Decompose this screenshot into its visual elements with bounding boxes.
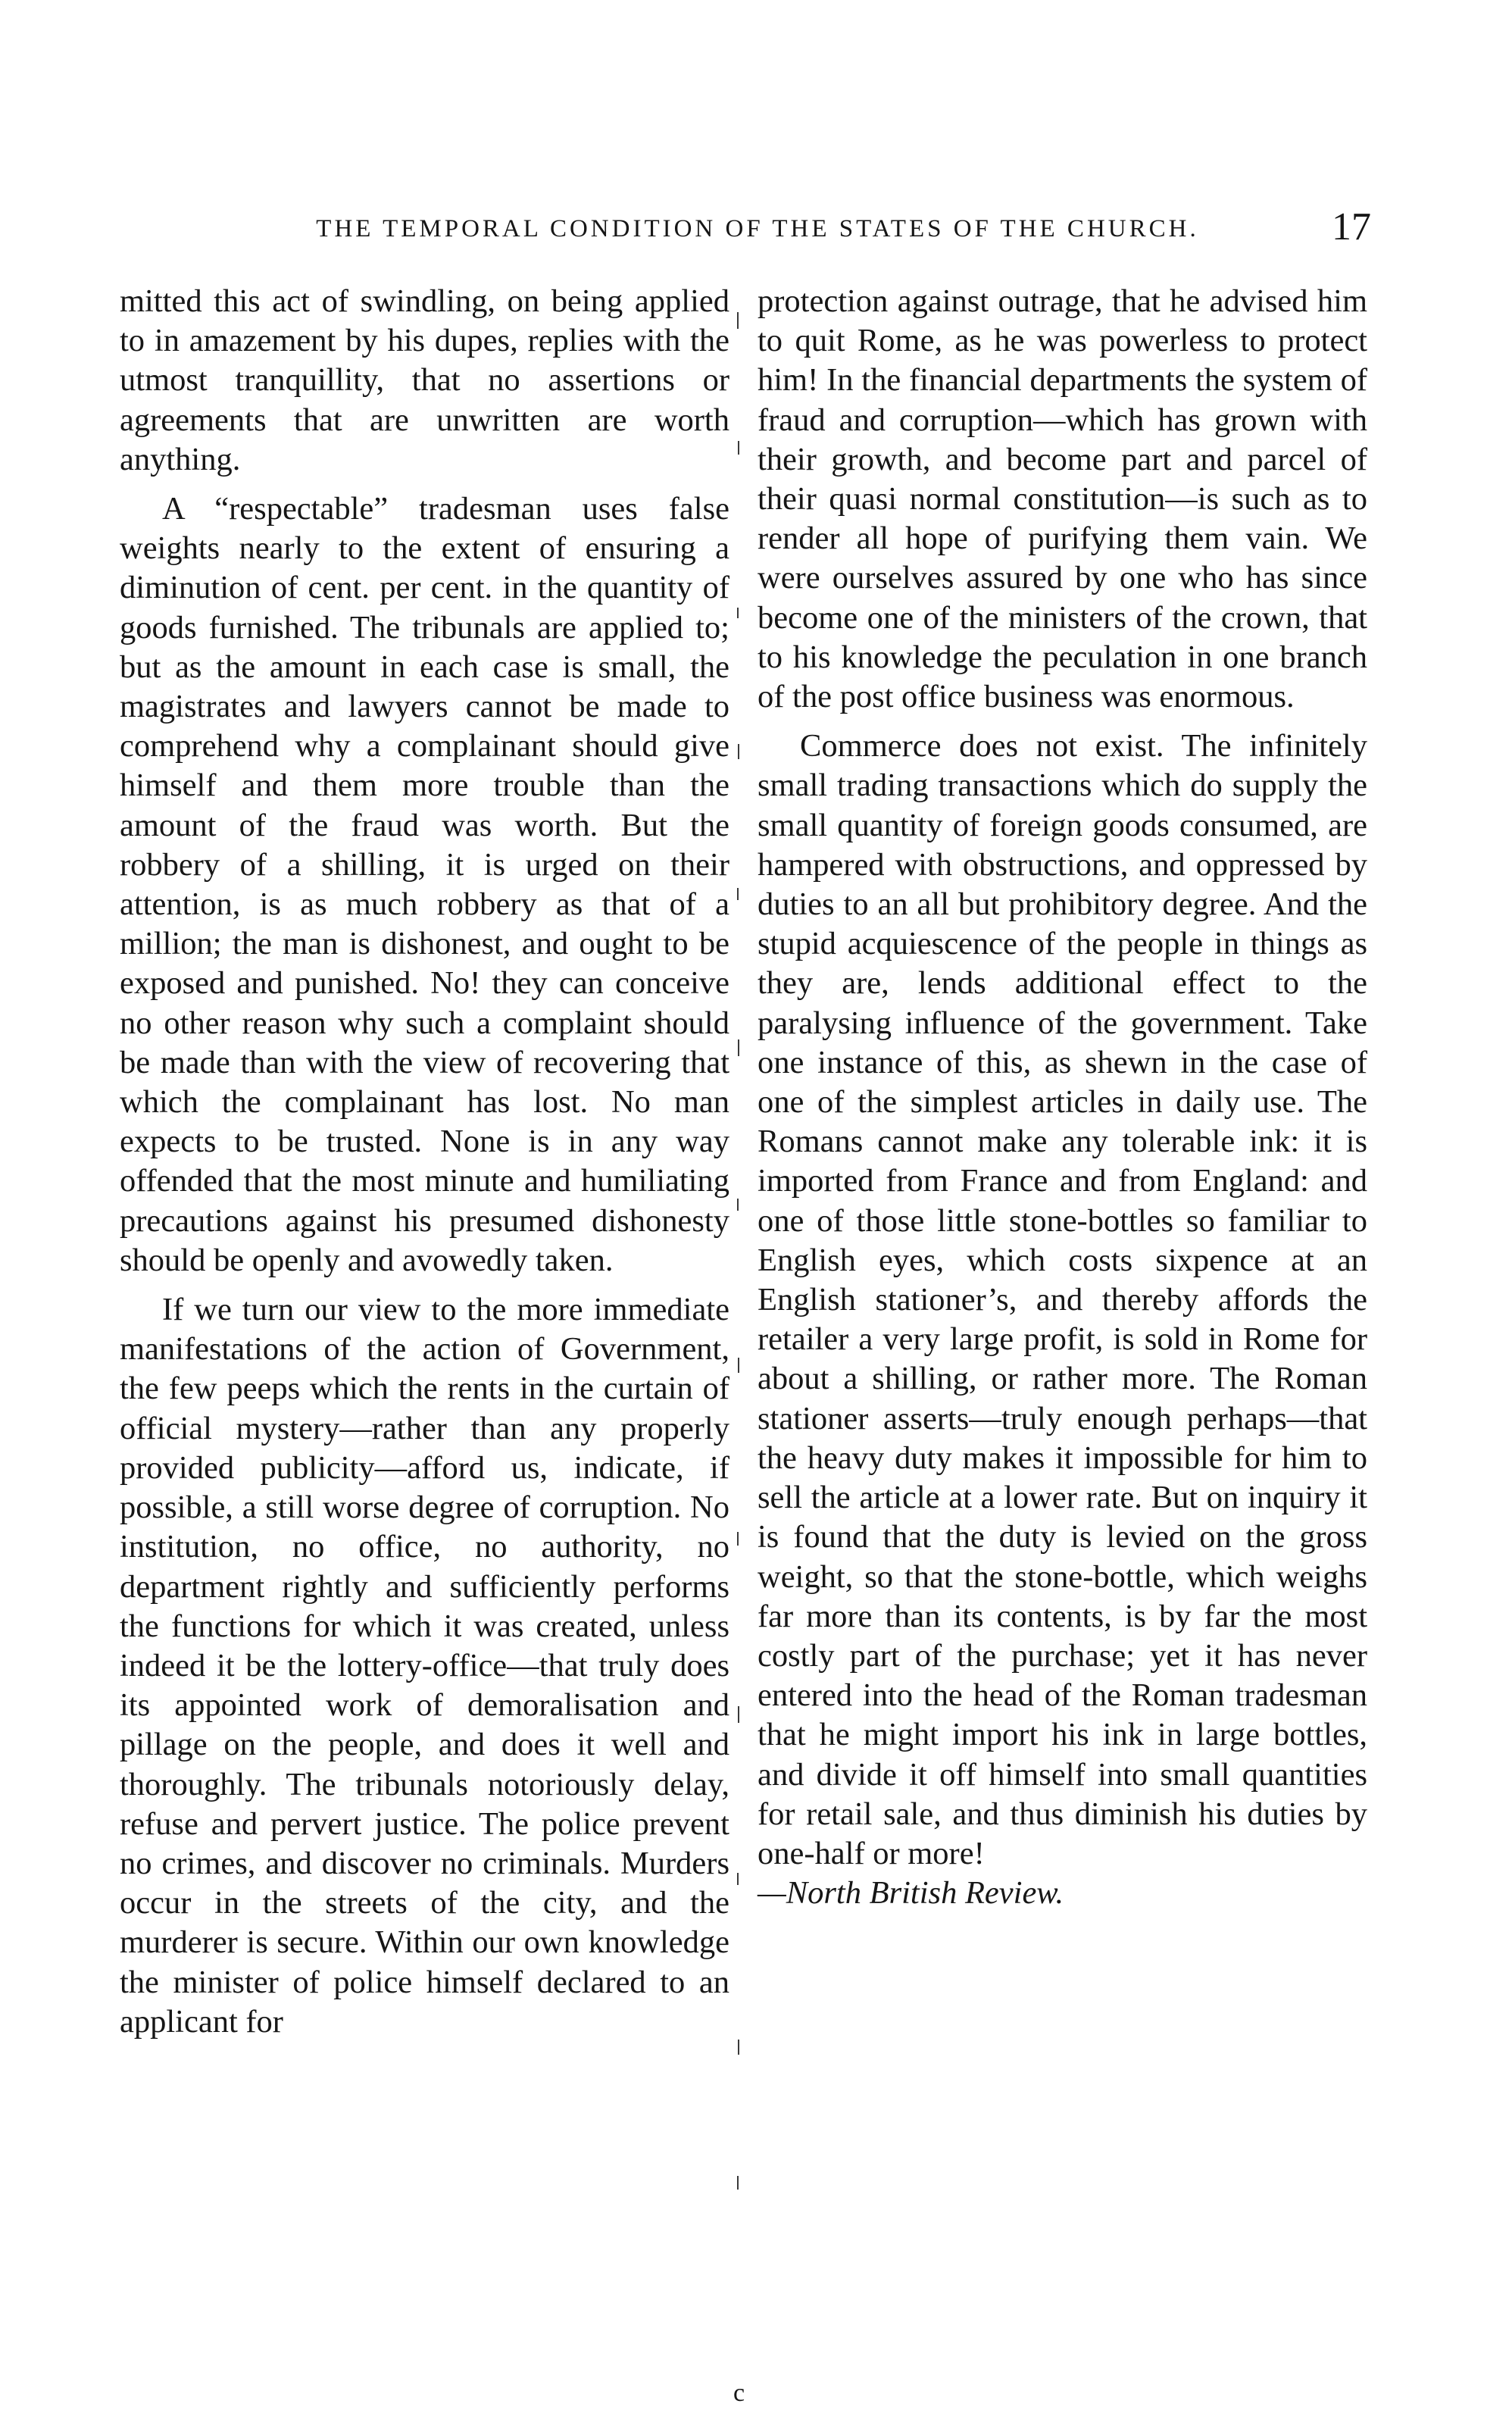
source-citation: —North British Review.	[758, 1875, 1064, 1912]
paragraph-commerce: Commerce does not exist. The infinitely small trading transactions which do supply the small quantity of foreign goods consumed, are hampered with obstructions, and oppressed by duties to an all but prohibitory degree. And the stupid acquiescence of the people in things as they are, lends additional effect to the paralysing influence of the government. Take one instance of this, as shewn in the case of one of the simplest articles in daily use. The Romans cannot make any tolerable ink: it is imported from France and from England: and one of those little stone-bottles so familiar to English eyes, which costs sixpence at an English stationer’s, and thereby affords the retailer a very large profit, is sold in Rome for about a shilling, or rather more. The Roman stationer asserts—truly enough perhaps—that the heavy duty makes it impossible for him to sell the article at a lower rate. But on inquiry it is found that the duty is levied on the gross weight, so that the stone-bottle, which weighs far more than its contents, is by far the most costly part of the purchase; yet it has never entered into the head of the Roman tradesman that he might import his ink in large bottles, and divide it off himself into small quantities for retail sale, and thus diminish his duties by one-half or more!	[758, 728, 1367, 1871]
page-header	[189, 205, 1371, 255]
right-column	[758, 282, 1367, 1913]
paragraph-continued: mitted this act of swindling, on being applied to in amazement by his dupes, replies with the utmost tranquillity, that no assertions or agreements that are unwritten are worth anything.	[120, 283, 729, 477]
column-rule	[733, 282, 744, 2221]
paragraph-protection: protection against outrage, that he advised him to quit Rome, as he was powerless to protect him! In the financial departments the system of fraud and corruption—which has grown with their growth, and become part and parcel of their quasi normal constitution—is such as to render all hope of purifying them vain. We were ourselves assured by one who has since become one of the ministers of the crown, that to his knowledge the peculation in one branch of the post office business was enormous.	[758, 283, 1367, 715]
paragraph-tradesman: A “respectable” tradesman uses false weights nearly to the extent of ensuring a diminution of cent. per cent. in the quantity of goods furnished. The tribunals are applied to; but as the amount in each case is small, the magistrates and lawyers cannot be made to comprehend why a complainant should give himself and them more trouble than the amount of the fraud was worth. But the robbery of a shilling, it is urged on their attention, is as much robbery as that of a million; the man is dishonest, and ought to be exposed and punished. No! they can conceive no other reason why such a complaint should be made than with the view of recovering that which the complainant has lost. No man expects to be trusted. None is in any way offended that the most minute and humiliating precautions against his presumed dishonesty should be openly and avowedly taken.	[120, 491, 729, 1278]
left-column	[120, 282, 729, 2042]
running-head: THE TEMPORAL CONDITION OF THE STATES OF THE CHURCH.	[316, 215, 1199, 242]
paragraph-government: If we turn our view to the more immediate manifestations of the action of Government, the few peeps which the rents in the curtain of official mystery—rather than any properly provided publicity—afford us, indicate, if possible, a still worse degree of corruption. No institution, no office, no authority, no department rightly and sufficiently performs the functions for which it was created, unless indeed it be the lottery-office—that truly does its appointed work of demoralisation and pillage on the people, and does it well and thoroughly. The tribunals notoriously delay, refuse and pervert justice. The police prevent no crimes, and discover no criminals. Murders occur in the streets of the city, and the murderer is secure. Within our own knowledge the minister of police himself declared to an applicant for	[120, 1292, 729, 2040]
signature-mark: c	[733, 2379, 745, 2407]
page-number: 17	[1332, 205, 1371, 249]
